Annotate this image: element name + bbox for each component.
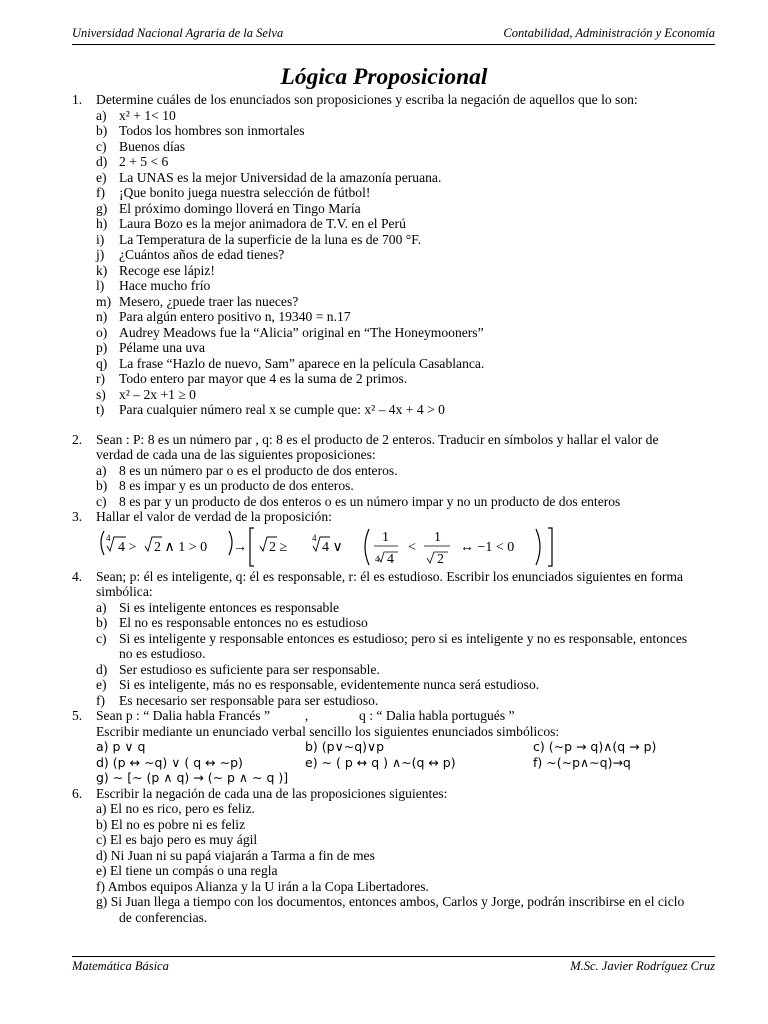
question-text: Sean; p: él es inteligente, q: él es responsable, r: él es estudioso. Escribir los enunciados siguientes en forma [96, 568, 684, 584]
list-item [72, 309, 715, 325]
question-number: 4. [72, 568, 83, 584]
item-text: ¡Que bonito juega nuestra selección de fútbol! [119, 185, 371, 200]
list-item [72, 170, 715, 186]
root-index: 4 [375, 553, 380, 564]
item-marker: c) [96, 138, 107, 154]
item-text: La frase “Hazlo de nuevo, Sam” aparece en la película Casablanca. [119, 355, 485, 371]
item-marker: r) [96, 371, 106, 386]
fraction-numerator: 1 [434, 529, 441, 545]
separator: , [304, 708, 309, 723]
list-item [72, 600, 715, 616]
question-number: 6. [72, 785, 83, 801]
item-marker: a) [96, 599, 107, 615]
list-item [72, 494, 715, 510]
proposition-p: Sean p : “ Dalia habla Francés ” [96, 708, 271, 723]
item-text: Todos los hombres son inmortales [119, 123, 305, 138]
item-text: 8 es par y un producto de dos enteros o es un número impar y no un producto de dos enteros [119, 493, 621, 509]
item-marker: o) [96, 324, 108, 340]
question-5 [72, 708, 715, 724]
footer-course: Matemática Básica [72, 959, 169, 973]
symbolic-row [72, 770, 715, 786]
item-text: Mesero, ¿puede traer las nueces? [119, 293, 299, 309]
item-marker: k) [96, 262, 108, 278]
question-text: Escribir la negación de cada una de las proposiciones siguientes: [96, 785, 448, 801]
page-header [72, 26, 715, 42]
item-text: Ser estudioso es suficiente para ser responsable. [119, 661, 380, 677]
item-marker: c) [96, 630, 107, 646]
formula-part: 2 ≥ [269, 539, 288, 555]
question-3 [72, 509, 715, 525]
page-title: Lógica Proposicional [280, 64, 488, 90]
list-item [72, 693, 715, 709]
item-text: Todo entero par mayor que 4 es la suma de 2 primos. [119, 371, 408, 386]
fraction-denominator: 2 [437, 551, 444, 567]
item-marker: p) [96, 340, 108, 355]
item-text: Hace mucho frío [119, 278, 211, 293]
negation-item: d) Ni Juan ni su papá viajarán a Tarma a fin de mes [96, 847, 375, 863]
symbolic-item: c) (∼p → q)∧(q → p) [533, 739, 657, 754]
list-item [72, 478, 715, 494]
item-marker: t) [96, 402, 105, 417]
item-marker: a) [96, 107, 107, 123]
item-text: Si es inteligente y responsable entonces es estudioso; pero si es inteligente y no es responsable, entonces [119, 630, 688, 646]
formula-svg [96, 525, 556, 569]
formula-part: ↔ −1 < 0 [460, 539, 515, 555]
item-marker: f) [96, 185, 106, 200]
item-text: 8 es un número par o es el producto de dos enteros. [119, 462, 398, 478]
header-university: Universidad Nacional Agraria de la Selva [72, 26, 284, 40]
item-marker: j) [96, 247, 105, 262]
symbolic-row [72, 755, 715, 771]
list-item [72, 278, 715, 294]
negation-item: e) El tiene un compás o una regla [96, 863, 278, 878]
item-text: Si es inteligente entonces es responsable [119, 599, 340, 615]
negation-item: g) Si Juan llega a tiempo con los documentos, entonces ambos, Carlos y Jorge, podrán inscribirse en el ciclo [96, 894, 685, 909]
item-marker: m) [96, 293, 112, 309]
list-item [72, 463, 715, 479]
item-text: Laura Bozo es la mejor animadora de T.V. en el Perú [119, 216, 406, 231]
truth-value-formula [72, 525, 715, 569]
list-item [72, 108, 715, 124]
item-marker: l) [96, 278, 105, 293]
item-marker: b) [96, 615, 108, 630]
item-text: La UNAS es la mejor Universidad de la amazonía peruana. [119, 169, 442, 185]
item-text: La Temperatura de la superficie de la luna es de 700 °F. [119, 231, 422, 247]
list-item [72, 201, 715, 217]
item-marker: b) [96, 478, 108, 493]
list-item [72, 247, 715, 263]
question-1-items [72, 108, 715, 418]
question-2 [72, 432, 715, 448]
question-6 [72, 786, 715, 802]
question-number: 2. [72, 431, 83, 447]
item-text: El próximo domingo lloverá en Tingo María [119, 200, 361, 216]
negation-item: f) Ambos equipos Alianza y la U irán a la Copa Libertadores. [96, 878, 429, 894]
item-text: Si es inteligente, más no es responsable, evidentemente nunca será estudioso. [119, 677, 540, 692]
list-item [72, 677, 715, 693]
list-item [72, 402, 715, 418]
symbolic-item: e) ∼ ( p ↔ q ) ∧∼(q ↔ p) [305, 754, 456, 770]
fraction-denominator: 4 [387, 551, 394, 567]
question-number: 1. [72, 92, 83, 107]
symbolic-item: f) ∼(∼p∧∼q)→q [533, 754, 631, 770]
question-4-items [72, 600, 715, 709]
fraction-numerator: 1 [382, 529, 389, 545]
question-number: 5. [72, 708, 83, 723]
negation-item: b) El no es pobre ni es feliz [96, 816, 246, 832]
item-marker: a) [96, 462, 107, 478]
list-item [72, 185, 715, 201]
item-text: Pélame una uva [119, 340, 206, 355]
question-2-items [72, 463, 715, 510]
item-marker: i) [96, 231, 105, 247]
item-text: x² + 1< 10 [119, 107, 176, 123]
question-text-cont: simbólica: [96, 584, 153, 599]
list-item [72, 340, 715, 356]
item-marker: b) [96, 123, 108, 138]
question-text-cont: verdad de cada una de las siguientes proposiciones: [96, 447, 376, 462]
proposition-q: q : “ Dalia habla portugués ” [359, 708, 515, 723]
formula-part: 2 ∧ 1 > 0 [154, 539, 208, 555]
item-text: El no es responsable entonces no es estudioso [119, 615, 368, 630]
root-index: 4 [312, 532, 317, 543]
root-index: 4 [106, 532, 111, 543]
header-rule [72, 44, 715, 45]
question-6-items [72, 801, 715, 894]
item-text-cont: no es estudioso. [119, 646, 206, 661]
item-text: ¿Cuántos años de edad tienes? [119, 247, 285, 262]
item-marker: d) [96, 661, 108, 677]
item-marker: s) [96, 386, 106, 402]
item-text: Recoge ese lápiz! [119, 262, 215, 278]
list-item [72, 123, 715, 139]
question-text: Determine cuáles de los enunciados son proposiciones y escriba la negación de aquellos que lo son: [96, 92, 638, 107]
question-text: Sean : P: 8 es un número par , q: 8 es el producto de 2 enteros. Traducir en símbolos y hallar el valor de [96, 431, 659, 447]
list-item [72, 263, 715, 279]
list-item [72, 371, 715, 387]
item-text: Para cualquier número real x se cumple que: x² – 4x + 4 > 0 [119, 402, 445, 417]
list-item [72, 662, 715, 678]
list-item [72, 387, 715, 403]
question-text: Hallar el valor de verdad de la proposición: [96, 509, 332, 524]
exercise-list [72, 92, 715, 925]
item-text: x² – 2x +1 ≥ 0 [119, 386, 196, 402]
negation-item-cont: de conferencias. [119, 909, 208, 925]
header-faculty: Contabilidad, Administración y Economía [503, 26, 715, 40]
page-footer [72, 959, 715, 975]
symbolic-item: a) p ∨ q [96, 739, 146, 754]
question-number: 3. [72, 509, 83, 524]
symbolic-item: d) (p ↔ ∼q) ∨ ( q ↔ ∼p) [96, 754, 243, 770]
list-item [72, 232, 715, 248]
list-item [72, 216, 715, 232]
list-item [72, 615, 715, 631]
symbolic-item: b) (p∨∼q)∨p [305, 739, 385, 754]
item-marker: f) [96, 692, 106, 708]
list-item [72, 356, 715, 372]
list-item [72, 139, 715, 155]
symbolic-row [72, 739, 715, 755]
item-marker: q) [96, 355, 108, 371]
list-item [72, 325, 715, 341]
implies-symbol: → [233, 539, 247, 555]
negation-item: a) El no es rico, pero es feliz. [96, 801, 255, 816]
item-text: Es necesario ser responsable para ser estudioso. [119, 692, 379, 708]
question-4 [72, 569, 715, 585]
item-marker: c) [96, 493, 107, 509]
less-than: < [408, 539, 416, 555]
item-text: 8 es impar y es un producto de dos enteros. [119, 478, 354, 493]
item-marker: d) [96, 154, 108, 169]
item-marker: n) [96, 309, 108, 324]
item-marker: g) [96, 200, 108, 216]
item-marker: h) [96, 216, 108, 231]
list-item [72, 154, 715, 170]
formula-part: 4 > [118, 539, 137, 555]
list-item [72, 294, 715, 310]
item-text: 2 + 5 < 6 [119, 154, 169, 169]
formula-part: 4 ∨ [322, 539, 343, 555]
symbolic-item: g) ∼ [∼ (p ∧ q) → (∼ p ∧ ∼ q )] [96, 770, 289, 785]
item-marker: e) [96, 169, 107, 185]
item-text: Buenos días [119, 138, 186, 154]
item-marker: e) [96, 677, 107, 692]
question-text-cont: Escribir mediante un enunciado verbal sencillo los siguientes enunciados simbólicos: [96, 723, 560, 739]
question-1 [72, 92, 715, 108]
list-item [72, 631, 715, 647]
footer-author: M.Sc. Javier Rodríguez Cruz [570, 959, 715, 973]
footer-rule [72, 956, 715, 957]
item-text: Para algún entero positivo n, 19340 = n.17 [119, 309, 351, 324]
item-text: Audrey Meadows fue la “Alicia” original en “The Honeymooners” [119, 324, 484, 340]
negation-item: c) El es bajo pero es muy ágil [96, 832, 258, 847]
